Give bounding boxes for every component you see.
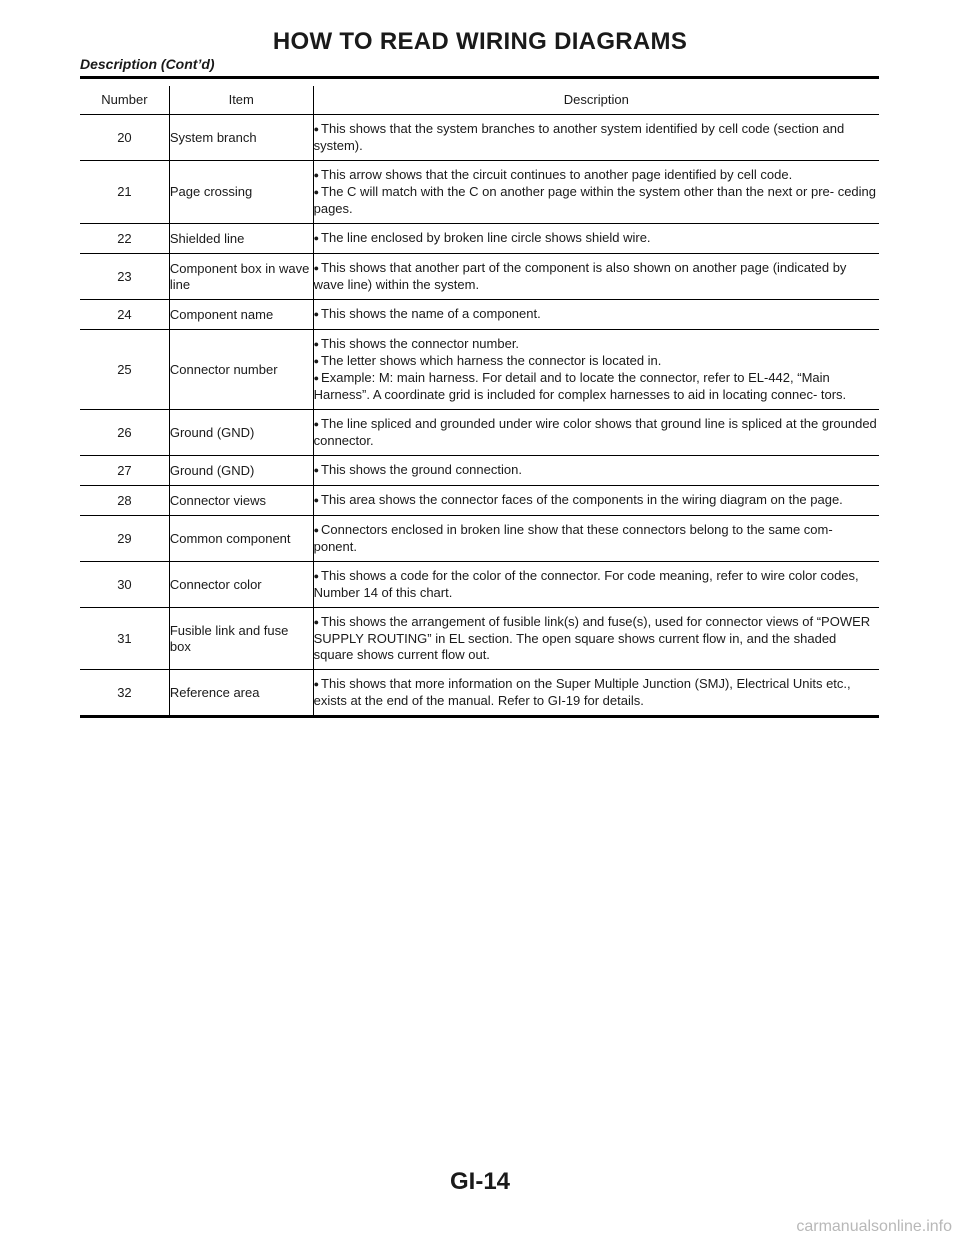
column-header-item: Item xyxy=(169,86,313,115)
description-bullet xyxy=(314,121,879,154)
table-header-row xyxy=(80,86,879,115)
bullet-icon: ● xyxy=(313,495,320,505)
table-row xyxy=(80,608,879,670)
description-bullet xyxy=(314,522,879,555)
row-description xyxy=(313,330,879,410)
description-text: Example: M: main harness. For detail and to locate the connector, refer to EL-442, “Main Harness”. A coordinate grid is included for complex harnesses to aid in locating connec- tors. xyxy=(313,370,847,402)
description-text: The line enclosed by broken line circle shows shield wire. xyxy=(321,230,651,245)
row-item: Reference area xyxy=(169,670,313,717)
description-bullet xyxy=(314,260,879,293)
bullet-icon: ● xyxy=(313,356,320,366)
row-number: 23 xyxy=(80,254,169,300)
row-item: Shielded line xyxy=(169,224,313,254)
row-description xyxy=(313,115,879,161)
description-text: The letter shows which harness the connector is located in. xyxy=(321,353,662,368)
description-text: Connectors enclosed in broken line show that these connectors belong to the same com- ponent. xyxy=(313,522,833,554)
table-row xyxy=(80,410,879,456)
row-item: System branch xyxy=(169,115,313,161)
bullet-icon: ● xyxy=(313,263,320,273)
bullet-icon: ● xyxy=(313,187,320,197)
row-number: 26 xyxy=(80,410,169,456)
row-description xyxy=(313,456,879,486)
table-row xyxy=(80,670,879,717)
table-row xyxy=(80,224,879,254)
bullet-icon: ● xyxy=(313,373,320,383)
description-text: This shows a code for the color of the connector. For code meaning, refer to wire color codes, Number 14 of this chart. xyxy=(313,568,859,600)
bullet-icon: ● xyxy=(313,525,320,535)
description-text: This shows that another part of the component is also shown on another page (indicated by wave line) within the system. xyxy=(313,260,847,292)
bullet-icon: ● xyxy=(313,419,320,429)
description-text: This shows that the system branches to another system identified by cell code (section and system). xyxy=(313,121,845,153)
row-item: Connector number xyxy=(169,330,313,410)
row-number: 31 xyxy=(80,608,169,670)
row-number: 21 xyxy=(80,161,169,224)
description-text: The line spliced and grounded under wire color shows that ground line is spliced at the grounded connector. xyxy=(313,416,877,448)
table-row xyxy=(80,486,879,516)
row-description xyxy=(313,224,879,254)
bullet-icon: ● xyxy=(313,571,320,581)
bullet-icon: ● xyxy=(313,170,320,180)
row-item: Fusible link and fuse box xyxy=(169,608,313,670)
row-number: 22 xyxy=(80,224,169,254)
row-number: 20 xyxy=(80,115,169,161)
row-description xyxy=(313,410,879,456)
row-item: Connector color xyxy=(169,562,313,608)
row-description xyxy=(313,516,879,562)
description-text: This area shows the connector faces of the components in the wiring diagram on the page. xyxy=(321,492,843,507)
description-bullet xyxy=(314,230,879,247)
row-number: 27 xyxy=(80,456,169,486)
description-bullet xyxy=(314,568,879,601)
description-text: This arrow shows that the circuit continues to another page identified by cell code. xyxy=(321,167,793,182)
table-row xyxy=(80,300,879,330)
description-bullet xyxy=(314,614,879,663)
table-body xyxy=(80,115,879,717)
row-description xyxy=(313,486,879,516)
description-bullet xyxy=(314,676,879,709)
row-item: Connector views xyxy=(169,486,313,516)
description-bullet xyxy=(314,184,879,217)
row-description xyxy=(313,562,879,608)
description-text: This shows the ground connection. xyxy=(321,462,522,477)
row-number: 30 xyxy=(80,562,169,608)
description-bullet xyxy=(314,462,879,479)
description-text: This shows the arrangement of fusible link(s) and fuse(s), used for connector views of “POWER SUPPLY ROUTING” in EL section. The open square shows current flow in, and the shaded square shows current flow out. xyxy=(313,614,871,662)
table-row xyxy=(80,161,879,224)
description-bullet xyxy=(314,306,879,323)
page-title: HOW TO READ WIRING DIAGRAMS xyxy=(272,28,688,55)
column-header-description: Description xyxy=(313,86,879,115)
table-row xyxy=(80,562,879,608)
description-table xyxy=(80,86,879,718)
description-text: This shows the name of a component. xyxy=(321,306,541,321)
page-subtitle: Description (Cont’d) xyxy=(80,56,215,72)
bullet-icon: ● xyxy=(313,309,320,319)
description-bullet xyxy=(314,370,879,403)
column-header-number: Number xyxy=(80,86,169,115)
bullet-icon: ● xyxy=(313,233,320,243)
row-item: Component name xyxy=(169,300,313,330)
row-item: Component box in wave line xyxy=(169,254,313,300)
bullet-icon: ● xyxy=(313,679,320,689)
row-description xyxy=(313,300,879,330)
row-description xyxy=(313,254,879,300)
row-number: 28 xyxy=(80,486,169,516)
row-number: 29 xyxy=(80,516,169,562)
description-bullet xyxy=(314,167,879,184)
table-row xyxy=(80,330,879,410)
row-description xyxy=(313,670,879,717)
description-bullet xyxy=(314,416,879,449)
row-number: 25 xyxy=(80,330,169,410)
row-item: Ground (GND) xyxy=(169,410,313,456)
bullet-icon: ● xyxy=(313,124,320,134)
row-item: Common component xyxy=(169,516,313,562)
row-description xyxy=(313,608,879,670)
row-number: 24 xyxy=(80,300,169,330)
page-number: GI-14 xyxy=(449,1168,511,1195)
row-description xyxy=(313,161,879,224)
table-row xyxy=(80,115,879,161)
bullet-icon: ● xyxy=(313,339,320,349)
description-text: This shows the connector number. xyxy=(321,336,520,351)
description-text: The C will match with the C on another page within the system other than the next or pre- ceding pages. xyxy=(313,184,877,216)
description-bullet xyxy=(314,492,879,509)
table-row xyxy=(80,456,879,486)
bullet-icon: ● xyxy=(313,465,320,475)
description-text: This shows that more information on the Super Multiple Junction (SMJ), Electrical Units etc., exists at the end of the manual. Refer to GI-19 for details. xyxy=(313,676,851,708)
table-row xyxy=(80,254,879,300)
header-rule xyxy=(80,76,879,79)
bullet-icon: ● xyxy=(313,617,320,627)
description-bullet xyxy=(314,336,879,353)
row-item: Ground (GND) xyxy=(169,456,313,486)
watermark: carmanualsonline.info xyxy=(796,1218,952,1235)
table-row xyxy=(80,516,879,562)
row-number: 32 xyxy=(80,670,169,717)
row-item: Page crossing xyxy=(169,161,313,224)
description-bullet xyxy=(314,353,879,370)
